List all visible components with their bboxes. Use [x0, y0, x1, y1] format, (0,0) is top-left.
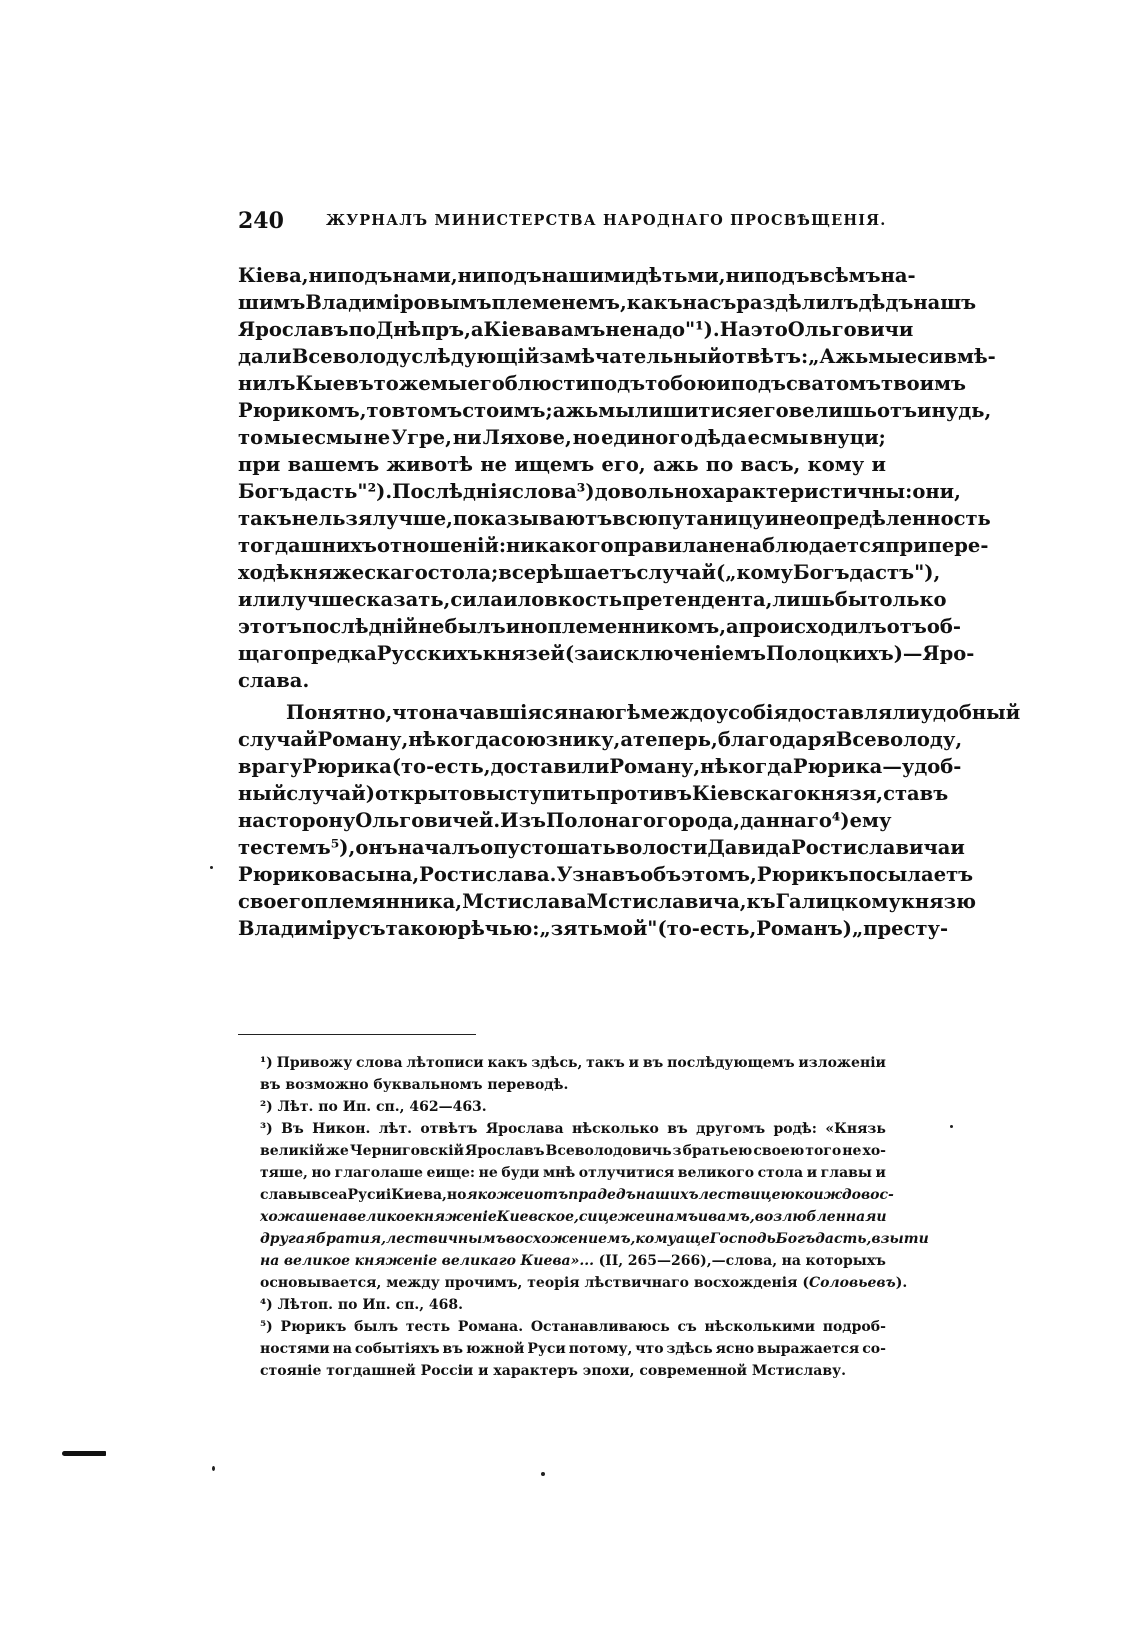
- footnote-line: другая братия, лествичнымъ восхожениемъ, кому аще Господь Богъ дасть, взыти: [260, 1231, 929, 1247]
- footnote-line: ¹) Привожу слова лѣтописи какъ здѣсь, такъ и въ послѣдующемъ изложеніи: [260, 1055, 886, 1071]
- footnote-line: основывается, между прочимъ, теорія лѣствичнаго восхожденія ( Соловьевъ ).: [260, 1275, 908, 1291]
- text-line: врагу Рюрика (то-есть, доставили Роману, нѣкогда Рюрика — удоб-: [238, 755, 962, 778]
- footnote-line: въ возможно буквальномъ переводѣ.: [260, 1077, 569, 1093]
- footnote-line: стояніе тогдашней Россіи и характеръ эпохи, современной Мстиславу.: [260, 1363, 846, 1379]
- text-line: на сторону Ольговичей. Изъ Полонаго города, даннаго ⁴) ему: [238, 809, 892, 832]
- text-line: Кіева, ни подъ нами, ни подъ нашими дѣтьми, ни подъ всѣмъ на-: [238, 264, 916, 287]
- text-line: тогдашнихъ отношеній: никакого правила не наблюдается при пере-: [238, 534, 989, 557]
- scan-speck: [950, 1125, 953, 1128]
- text-line: Рюрикова сына, Ростислава. Узнавъ объ этомъ, Рюрикъ посылаетъ: [238, 863, 974, 886]
- footnote-line: ностями на событіяхъ въ южной Руси потому, что здѣсь ясно выражается со-: [260, 1341, 886, 1357]
- text-line: Богъ дасть" ²). Послѣднія слова ³) довольно характеристичны: они,: [238, 480, 961, 503]
- text-line: такъ нельзя лучше, показываютъ всю путаницу и неопредѣленность: [238, 507, 991, 530]
- paragraph-2: [238, 699, 1021, 942]
- footnote-line: ³) Въ Никон. лѣт. отвѣтъ Ярослава нѣсколько въ другомъ родѣ: «Князь: [260, 1121, 886, 1137]
- text-line: ный случай) открыто выступить противъ Кіевскаго князя, ставъ: [238, 782, 949, 805]
- scan-speck: [212, 1466, 215, 1471]
- running-title: ЖУРНАЛЪ МИНИСТЕРСТВА НАРОДНАГО ПРОСВѢЩЕНІЯ.: [326, 212, 887, 229]
- scan-artifact-mark: [62, 1451, 106, 1456]
- page-number: 240: [238, 208, 284, 234]
- paragraph-1: [238, 262, 996, 694]
- text-line: шимъ Владиміровымъ племенемъ, какъ насъ раздѣлилъ дѣдъ нашъ: [238, 291, 977, 314]
- text-line: тестемъ ⁵), онъ началъ опустошать волости Давида Ростиславича и: [238, 836, 965, 859]
- footnote-line: на великое княженіе великаго Киева»... (II, 265—266),—слова, на которыхъ: [260, 1253, 886, 1269]
- scan-speck: [210, 866, 213, 869]
- footnotes: [260, 1052, 929, 1382]
- text-line: дали Всеволоду слѣдующій замѣчательный отвѣтъ: „Ажь мы еси вмѣ-: [238, 345, 996, 368]
- footnote-line: славы всеа Русиі Киева, но якоже и отъ прадедъ нашихъ лествицею коиждо вос-: [260, 1187, 894, 1203]
- footnote-line: ⁵) Рюрикъ былъ тесть Романа. Останавливаюсь съ нѣсколькими подроб-: [260, 1319, 886, 1335]
- text-line: своего племянника, Мстислава Мстиславича, къ Галицкому князю: [238, 890, 977, 913]
- footnote-line: великій же Черниговскій Ярославъ Всеволодовичь з братьею своею того не хо-: [260, 1143, 886, 1159]
- footnote-line: хожаше на великое княженіе Киевское, сице же и намъ и вамъ, возлюбленная и: [260, 1209, 887, 1225]
- text-line: ходѣ княжескаго стола; все рѣшаетъ случай („кому Богъ дастъ"),: [238, 561, 941, 584]
- text-line: при вашемъ животѣ не ищемъ его, ажь по васъ, кому и: [238, 453, 886, 476]
- text-line: случай Роману, нѣкогда союзнику, а теперь, благодаря Всеволоду,: [238, 728, 963, 751]
- main-text: [238, 262, 1021, 942]
- text-line: Ярославъ по Днѣпръ, а Кіева вамъ не надо" ¹). На это Ольговичи: [238, 318, 914, 341]
- footnote-line: ²) Лѣт. по Ип. сп., 462—463.: [260, 1099, 487, 1115]
- text-line: Владиміру съ такою рѣчью: „зять мой" (то-есть, Романъ) „престу-: [238, 917, 949, 940]
- text-line: или лучше сказать, сила и ловкость претендента, лишь бы только: [238, 588, 947, 611]
- footnote-divider: [238, 1034, 476, 1035]
- text-line: нилъ Кыевъ тоже мы его блюсти подъ тобою и подъ сватомъ твоимъ: [238, 372, 966, 395]
- text-line: щаго предка Русскихъ князей (за исключеніемъ Полоцкихъ)—Яро-: [238, 642, 975, 665]
- page-header: [238, 208, 886, 238]
- text-line: Понятно, что начавшіяся на югѣ междоусобія доставляли удобный: [286, 701, 1021, 724]
- footnote-line: тяше, но глаголаше еище: не буди мнѣ отлучитися великого стола и главы и: [260, 1165, 886, 1181]
- text-line: Рюрикомъ, то в томъ стоимъ; ажь мы лишитися его велишь отъинудь,: [238, 399, 992, 422]
- text-line: слава.: [238, 669, 310, 692]
- scan-speck: [541, 1472, 545, 1476]
- text-line: этотъ послѣдній не былъ иноплеменникомъ, а происходилъ отъ об-: [238, 615, 961, 638]
- text-line: то мы есмы не Угре, ни Ляхове, но единого дѣда есмы внуци;: [238, 426, 886, 449]
- footnote-line: ⁴) Лѣтоп. по Ип. сп., 468.: [260, 1297, 464, 1313]
